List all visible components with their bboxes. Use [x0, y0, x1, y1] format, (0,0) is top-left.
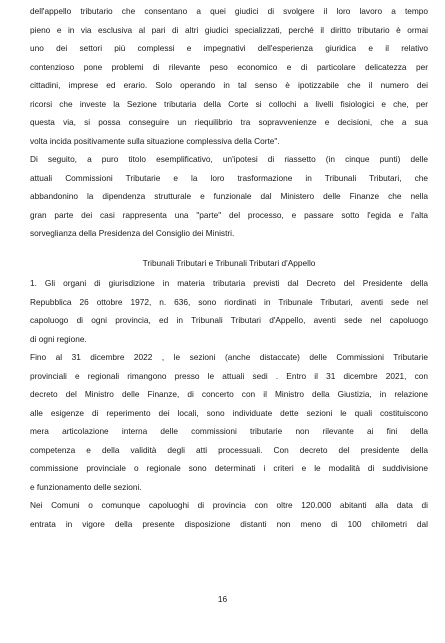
section-heading: Tribunali Tributari e Tribunali Tributari d'Appello [142, 257, 316, 268]
text-line: dell'appello tributario che consentano a quei giudici di svolgere il loro lavoro a tempo [30, 6, 428, 16]
document-body [30, 2, 428, 533]
text-line: provinciali e regionali rimangono presso le attuali sedi . Entro il 31 dicembre 2021, con [30, 370, 428, 381]
text-line: e funzionamento delle sezioni. [30, 481, 142, 492]
text-line: competenza e della validità degli atti processuali. Con decreto del presidente della [30, 444, 428, 455]
paragraph-1 [30, 2, 428, 150]
text-line: decreto del Ministro delle Finanze, di concerto con il Ministro della Giustizia, in relazione [30, 389, 428, 399]
text-line: sorveglianza della Presidenza del Consiglio dei Ministri. [30, 228, 235, 238]
text-line: Di seguito, a puro titolo esemplificativo, un'ipotesi di riassetto (in cinque punti) delle [30, 154, 428, 164]
text-line: attuali Commissioni Tributarie e la loro trasformazione in Tribunali Tributari, che [30, 172, 428, 183]
text-line: alle esigenze di reperimento dei locali, sono individuate dette sezioni le quali costituiscono [30, 407, 428, 418]
text-line: di ogni regione. [30, 333, 87, 344]
text-line: capoluogo di ogni provincia, ed in Tribunali Tributari d'Appello, aventi sede nel capoluogo [30, 315, 428, 325]
text-line: volta incida positivamente sulla situazione complessiva della Corte". [30, 135, 280, 146]
paragraph-4 [30, 348, 428, 496]
paragraph-5 [30, 496, 428, 533]
text-line: ricorsi che investe la Sezione tributaria della Corte si collochi a livelli fisiologici e che, per [30, 98, 428, 109]
text-line: entrata in vigore della presente disposizione distanti non meno di 100 chilometri dal [30, 518, 428, 529]
text-line: pieno e in via esclusiva al pari di altri giudici specializzati, perché il diritto tributario è ormai [30, 24, 428, 35]
text-line: questa via, si possa conseguire un riequilibrio tra sopravvenienze e decisioni, che a sua [30, 117, 428, 127]
text-line: Fino al 31 dicembre 2022 , le sezioni (anche distaccate) delle Commissioni Tributarie [30, 352, 428, 362]
text-line: uno dei settori più complessi e impegnativi dell'esperienza giuridica e il relativo [30, 43, 428, 53]
text-line: abbandonino la dipendenza strutturale e funzionale dal Ministero delle Finanze che nella [30, 191, 428, 201]
paragraph-3 [30, 274, 428, 348]
text-line: Nei Comuni o comunque capoluoghi di provincia con oltre 120.000 abitanti alla data di [30, 500, 428, 510]
text-line: contenzioso pone problemi di rilevante peso economico e di particolare delicatezza per [30, 61, 428, 72]
page-number: 16 [217, 594, 228, 604]
paragraph-2 [30, 150, 428, 243]
text-line: cittadini, imprese ed erario. Solo operando in tal senso è ipotizzabile che il numero dei [30, 80, 428, 90]
text-line: 1. Gli organi di giurisdizione in materia tributaria previsti dal Decreto del Presidente della [30, 278, 428, 288]
text-line: commissione provinciale o regionale sono determinati i criteri e le modalità di suddivisione [30, 463, 428, 473]
text-line: mera articolazione interna delle commissioni tributarie non rilevante ai fini della [30, 426, 428, 436]
text-line: Repubblica 26 ottobre 1972, n. 636, sono riordinati in Tribunale Tributari, aventi sede nel [30, 296, 428, 307]
text-line: gran parte dei casi rappresenta una "parte" del processo, e passare sotto l'egida e l'alta [30, 209, 428, 220]
